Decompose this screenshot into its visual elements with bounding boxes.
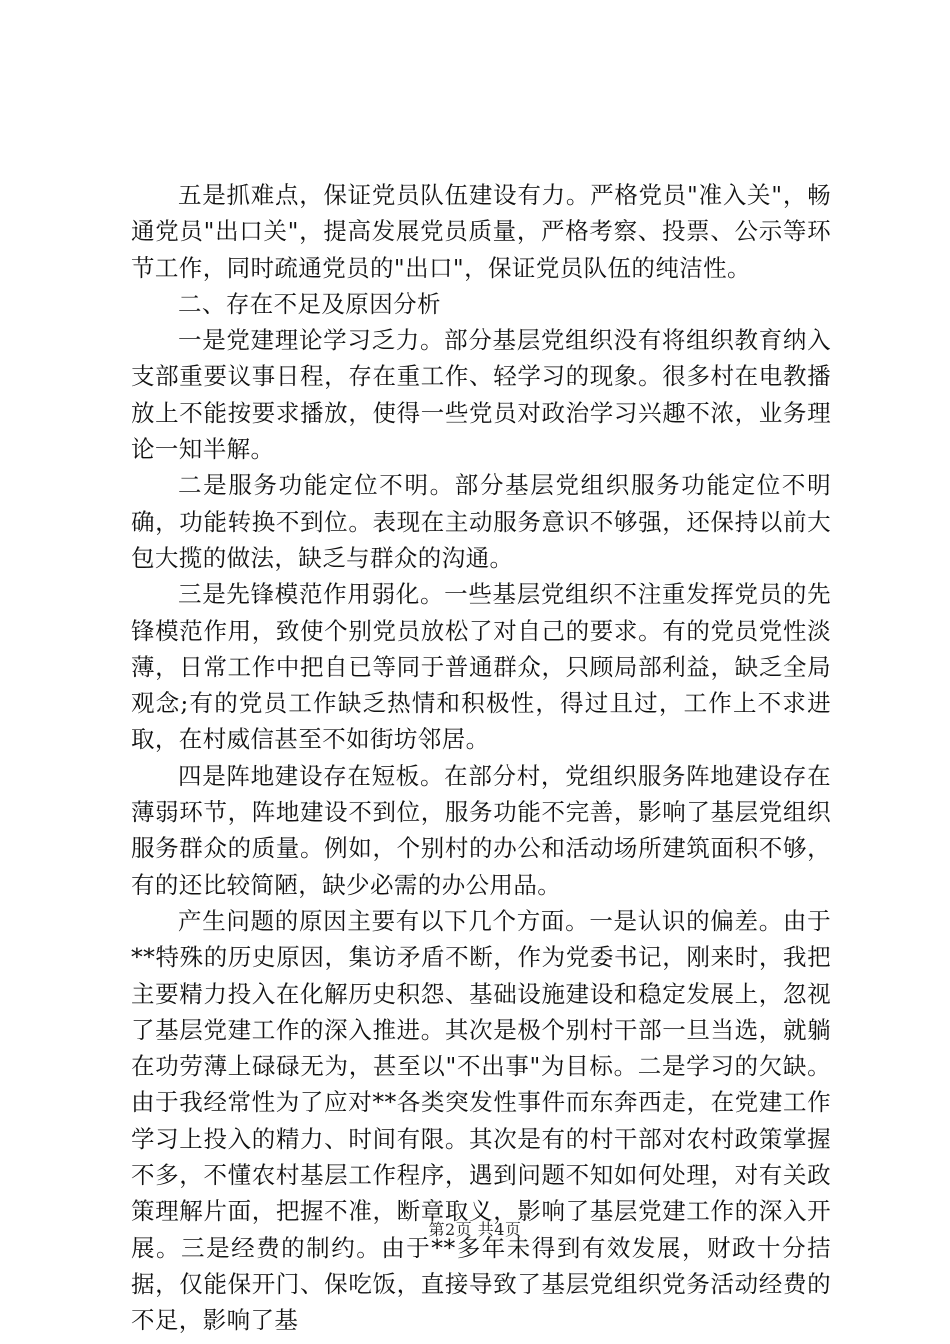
paragraph-point-four: 四是阵地建设存在短板。在部分村，党组织服务阵地建设存在薄弱环节，阵地建设不到位，服务功能不完善，影响了基层党组织服务群众的质量。例如，个别村的办公和活动场所建筑面积不够，有的还比较简陋，缺少必需的办公用品。 [131, 761, 831, 899]
paragraph-causes: 产生问题的原因主要有以下几个方面。一是认识的偏差。由于**特殊的历史原因，集访矛盾不断，作为党委书记，刚来时，我把主要精力投入在化解历史积怨、基础设施建设和稳定发展上，忽视了基层党建工作的深入推进。其次是极个别村干部一旦当选，就躺在功劳薄上碌碌无为，甚至以"不出事"为目标。二是学习的欠缺。由于我经常性为了应对**各类突发性事件而东奔西走，在党建工作学习上投入的精力、时间有限。其次是有的村干部对农村政策掌握不多，不懂农村基层工作程序，遇到问题不知如何处理，对有关政策理解片面，把握不准，断章取义，影响了基层党建工作的深入开展。三是经费的制约。由于**多年未得到有效发展，财政十分拮据，仅能保开门、保吃饭，直接导致了基层党组织党务活动经费的不足，影响了基 [131, 906, 831, 1335]
paragraph-point-two: 二是服务功能定位不明。部分基层党组织服务功能定位不明确，功能转换不到位。表现在主动服务意识不够强，还保持以前大包大揽的做法，缺乏与群众的沟通。 [131, 471, 831, 572]
paragraph-point-one: 一是党建理论学习乏力。部分基层党组织没有将组织教育纳入支部重要议事日程，存在重工作、轻学习的现象。很多村在电教播放上不能按要求播放，使得一些党员对政治学习兴趣不浓，业务理论一知半解。 [131, 326, 831, 464]
body-text [131, 177, 831, 1339]
paragraph-point-five: 五是抓难点，保证党员队伍建设有力。严格党员"准入关"，畅通党员"出口关"，提高发展党员质量，严格考察、投票、公示等环节工作，同时疏通党员的"出口"，保证党员队伍的纯洁性。 [131, 181, 831, 282]
page-number-footer: 第2页 共4页 [428, 1220, 522, 1239]
section-heading-shortcomings: 二、存在不足及原因分析 [178, 289, 441, 318]
paragraph-point-three: 三是先锋模范作用弱化。一些基层党组织不注重发挥党员的先锋模范作用，致使个别党员放松了对自己的要求。有的党员党性淡薄，日常工作中把自已等同于普通群众，只顾局部利益，缺乏全局观念;有的党员工作缺乏热情和积极性，得过且过，工作上不求进取，在村威信甚至不如街坊邻居。 [131, 580, 831, 754]
